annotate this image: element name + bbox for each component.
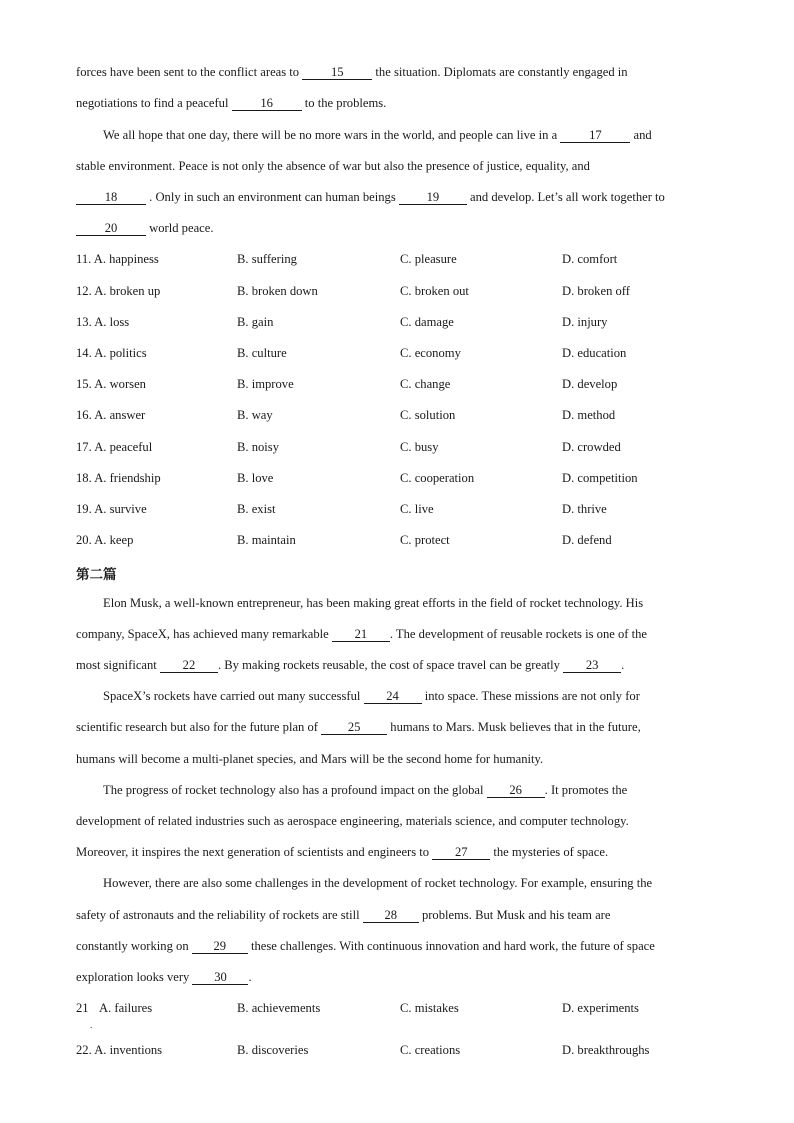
stray-dot: .: [90, 1020, 93, 1030]
option-c[interactable]: C. broken out: [400, 284, 469, 298]
passage2-line: company, SpaceX, has achieved many remarkable 21 . The development of reusable rockets is one of the: [76, 627, 648, 641]
option-a[interactable]: 19. A. survive: [76, 502, 147, 516]
option-a[interactable]: A. failures: [99, 1001, 153, 1015]
blank-24[interactable]: 24: [364, 690, 422, 704]
blank-21[interactable]: 21: [332, 628, 390, 642]
option-c[interactable]: C. busy: [400, 440, 439, 454]
option-d[interactable]: D. thrive: [562, 502, 607, 516]
question-row: [0, 532, 794, 548]
question-row: [0, 251, 794, 267]
passage2-line: scientific research but also for the future plan of 25 humans to Mars. Musk believes that in the future,: [76, 720, 641, 734]
option-d[interactable]: D. education: [562, 346, 627, 360]
option-b[interactable]: B. maintain: [237, 533, 296, 547]
passage2-line: most significant 22 . By making rockets reusable, the cost of space travel can be greatly 23 .: [76, 658, 625, 672]
question-row: [0, 376, 794, 392]
passage2-line: Elon Musk, a well-known entrepreneur, has been making great efforts in the field of rocket technology. His: [103, 596, 644, 610]
blank-25[interactable]: 25: [321, 721, 387, 735]
option-c[interactable]: C. damage: [400, 315, 454, 329]
option-c[interactable]: C. cooperation: [400, 471, 475, 485]
option-c[interactable]: C. solution: [400, 408, 456, 422]
option-b[interactable]: B. culture: [237, 346, 287, 360]
passage2-line: safety of astronauts and the reliability of rockets are still 28 problems. But Musk and his team are: [76, 908, 611, 922]
passage1-line-4: stable environment. Peace is not only the absence of war but also the presence of justice, equality, and: [76, 159, 590, 173]
option-c[interactable]: C. protect: [400, 533, 450, 547]
option-a[interactable]: 18. A. friendship: [76, 471, 161, 485]
passage1-line-6: 20 world peace.: [76, 220, 214, 236]
passage2-line: constantly working on 29 these challenges. With continuous innovation and hard work, the future of space: [76, 939, 655, 953]
option-a[interactable]: 13. A. loss: [76, 315, 130, 329]
option-a[interactable]: 14. A. politics: [76, 346, 147, 360]
blank-18[interactable]: 18: [76, 191, 146, 205]
option-a[interactable]: 16. A. answer: [76, 408, 146, 422]
option-d[interactable]: D. develop: [562, 377, 618, 391]
option-d[interactable]: D. defend: [562, 533, 612, 547]
question-row: [0, 314, 794, 330]
option-b[interactable]: B. broken down: [237, 284, 318, 298]
question-row: [0, 470, 794, 486]
option-d[interactable]: D. crowded: [562, 440, 621, 454]
option-a[interactable]: 15. A. worsen: [76, 377, 146, 391]
option-b[interactable]: B. discoveries: [237, 1043, 309, 1057]
passage1-line-2: negotiations to find a peaceful 16 to the problems.: [76, 96, 387, 110]
option-b[interactable]: B. way: [237, 408, 273, 422]
option-d[interactable]: D. comfort: [562, 252, 618, 266]
blank-27[interactable]: 27: [432, 846, 490, 860]
passage2-line: Moreover, it inspires the next generation of scientists and engineers to 27 the mysteries of space.: [76, 845, 609, 859]
passage2-line: exploration looks very 30 .: [76, 970, 252, 984]
question-row: [0, 283, 794, 299]
option-c[interactable]: C. pleasure: [400, 252, 457, 266]
question-row: [0, 1000, 794, 1016]
option-d[interactable]: D. competition: [562, 471, 638, 485]
blank-26[interactable]: 26: [487, 784, 545, 798]
option-d[interactable]: D. breakthroughs: [562, 1043, 650, 1057]
option-a[interactable]: 11. A. happiness: [76, 252, 159, 266]
blank-19[interactable]: 19: [399, 191, 467, 205]
blank-17[interactable]: 17: [560, 129, 630, 143]
option-d[interactable]: D. method: [562, 408, 616, 422]
passage2-line: The progress of rocket technology also has a profound impact on the global 26 . It promotes the: [103, 783, 628, 797]
passage1-line-1: forces have been sent to the conflict areas to 15 the situation. Diplomats are constantly engaged in: [76, 65, 628, 79]
option-c[interactable]: C. mistakes: [400, 1001, 459, 1015]
blank-28[interactable]: 28: [363, 909, 419, 923]
option-b[interactable]: B. gain: [237, 315, 274, 329]
question-row: [0, 407, 794, 423]
blank-15[interactable]: 15: [302, 66, 372, 80]
option-b[interactable]: B. noisy: [237, 440, 279, 454]
option-d[interactable]: D. experiments: [562, 1001, 639, 1015]
passage2-line: development of related industries such as aerospace engineering, materials science, and computer technology.: [76, 814, 629, 828]
option-b[interactable]: B. improve: [237, 377, 294, 391]
option-b[interactable]: B. love: [237, 471, 274, 485]
blank-29[interactable]: 29: [192, 940, 248, 954]
passage1-line-3: We all hope that one day, there will be no more wars in the world, and people can live in a 17 and: [103, 128, 652, 142]
option-a[interactable]: 20. A. keep: [76, 533, 134, 547]
option-a[interactable]: 17. A. peaceful: [76, 440, 153, 454]
option-d[interactable]: D. injury: [562, 315, 608, 329]
section-heading: 第二篇: [76, 567, 117, 583]
question-row: [0, 345, 794, 361]
blank-30[interactable]: 30: [192, 971, 248, 985]
option-a[interactable]: 12. A. broken up: [76, 284, 161, 298]
option-b[interactable]: B. suffering: [237, 252, 297, 266]
passage2-line: SpaceX’s rockets have carried out many successful 24 into space. These missions are not only for: [103, 689, 640, 703]
question-row: [0, 439, 794, 455]
option-c[interactable]: C. economy: [400, 346, 461, 360]
option-b[interactable]: B. exist: [237, 502, 276, 516]
question-row: [0, 1042, 794, 1058]
passage2-line: humans will become a multi-planet species, and Mars will be the second home for humanity.: [76, 752, 544, 766]
passage2-line: However, there are also some challenges in the development of rocket technology. For example, ensuring the: [103, 876, 653, 890]
option-c[interactable]: C. creations: [400, 1043, 461, 1057]
option-c[interactable]: C. change: [400, 377, 451, 391]
option-c[interactable]: C. live: [400, 502, 434, 516]
blank-23[interactable]: 23: [563, 659, 621, 673]
blank-16[interactable]: 16: [232, 97, 302, 111]
question-row: [0, 501, 794, 517]
blank-22[interactable]: 22: [160, 659, 218, 673]
passage1-line-5: 18 . Only in such an environment can human beings 19 and develop. Let’s all work together to: [76, 189, 665, 205]
option-b[interactable]: B. achievements: [237, 1001, 321, 1015]
option-a[interactable]: 22. A. inventions: [76, 1043, 163, 1057]
blank-20[interactable]: 20: [76, 222, 146, 236]
option-d[interactable]: D. broken off: [562, 284, 630, 298]
question-number: 21: [76, 1001, 89, 1015]
